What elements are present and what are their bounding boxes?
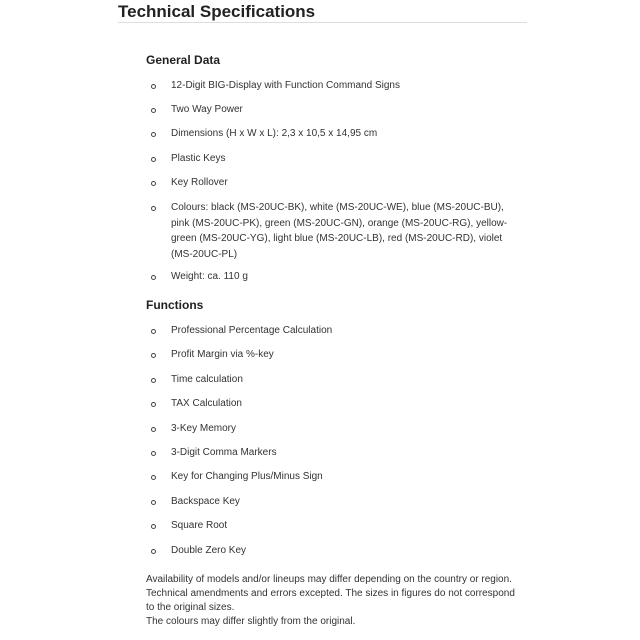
list-item-text: Plastic Keys: [171, 153, 226, 164]
bullet-icon: [151, 353, 156, 358]
list-item: [171, 200, 516, 262]
list-item: [171, 396, 516, 412]
bullet-icon: [151, 181, 156, 186]
bullet-icon: [151, 549, 156, 554]
list-item: [171, 126, 516, 142]
list-item-text: TAX Calculation: [171, 398, 242, 409]
list-item: [171, 518, 516, 534]
general-data-heading: General Data: [146, 53, 221, 67]
bullet-icon: [151, 427, 156, 432]
list-item-text: Dimensions (H x W x L): 2,3 x 10,5 x 14,95 cm: [171, 128, 378, 139]
list-item: [171, 372, 516, 388]
bullet-icon: [151, 84, 156, 89]
footer-note: [146, 573, 518, 629]
list-item-text: Time calculation: [171, 374, 243, 385]
list-item-text: Double Zero Key: [171, 545, 247, 556]
list-item: [171, 78, 516, 94]
bullet-icon: [151, 157, 156, 162]
list-item-text: Key for Changing Plus/Minus Sign: [171, 471, 323, 482]
list-item: [171, 347, 516, 363]
title-divider: [118, 22, 527, 23]
list-item-text: Weight: ca. 110 g: [171, 271, 248, 282]
bullet-icon: [151, 206, 156, 211]
list-item-text: 3-Digit Comma Markers: [171, 447, 277, 458]
list-item-text: 12-Digit BIG-Display with Function Command Signs: [171, 80, 400, 91]
bullet-icon: [151, 475, 156, 480]
list-item: [171, 269, 516, 285]
bullet-icon: [151, 378, 156, 383]
functions-heading: Functions: [146, 298, 204, 312]
footer-colour-note: The colours may differ slightly from the original.: [146, 616, 356, 627]
bullet-icon: [151, 451, 156, 456]
list-item: [171, 421, 516, 437]
list-item-text: 3-Key Memory: [171, 423, 237, 434]
list-item-text: Square Root: [171, 520, 228, 531]
bullet-icon: [151, 132, 156, 137]
list-item-text: Profit Margin via %-key: [171, 349, 274, 360]
list-item-text: Backspace Key: [171, 496, 240, 507]
page-title: Technical Specifications: [118, 2, 316, 21]
footer-disclaimer: Availability of models and/or lineups may differ depending on the country or region. Technical amendments and errors excepted. The sizes in figures do not correspond to the original sizes.: [146, 574, 515, 613]
list-item: [171, 175, 516, 191]
list-item: [171, 494, 516, 510]
bullet-icon: [151, 275, 156, 280]
list-item: [171, 543, 516, 559]
bullet-icon: [151, 329, 156, 334]
bullet-icon: [151, 108, 156, 113]
list-item-text: Colours: black (MS-20UC-BK), white (MS-20UC-WE), blue (MS-20UC-BU), pink (MS-20UC-PK), green (MS-20UC-GN), orange (MS-20UC-RG), yellow-green (MS-20UC-YG), light blue (MS-20UC-LB), red (MS-20UC-RD), violet (MS-20UC-PL): [171, 202, 508, 260]
list-item-text: Professional Percentage Calculation: [171, 325, 333, 336]
list-item: [171, 151, 516, 167]
list-item: [171, 445, 516, 461]
bullet-icon: [151, 402, 156, 407]
list-item-text: Two Way Power: [171, 104, 243, 115]
list-item: [171, 323, 516, 339]
bullet-icon: [151, 500, 156, 505]
list-item-text: Key Rollover: [171, 177, 228, 188]
list-item: [171, 102, 516, 118]
list-item: [171, 469, 516, 485]
bullet-icon: [151, 524, 156, 529]
